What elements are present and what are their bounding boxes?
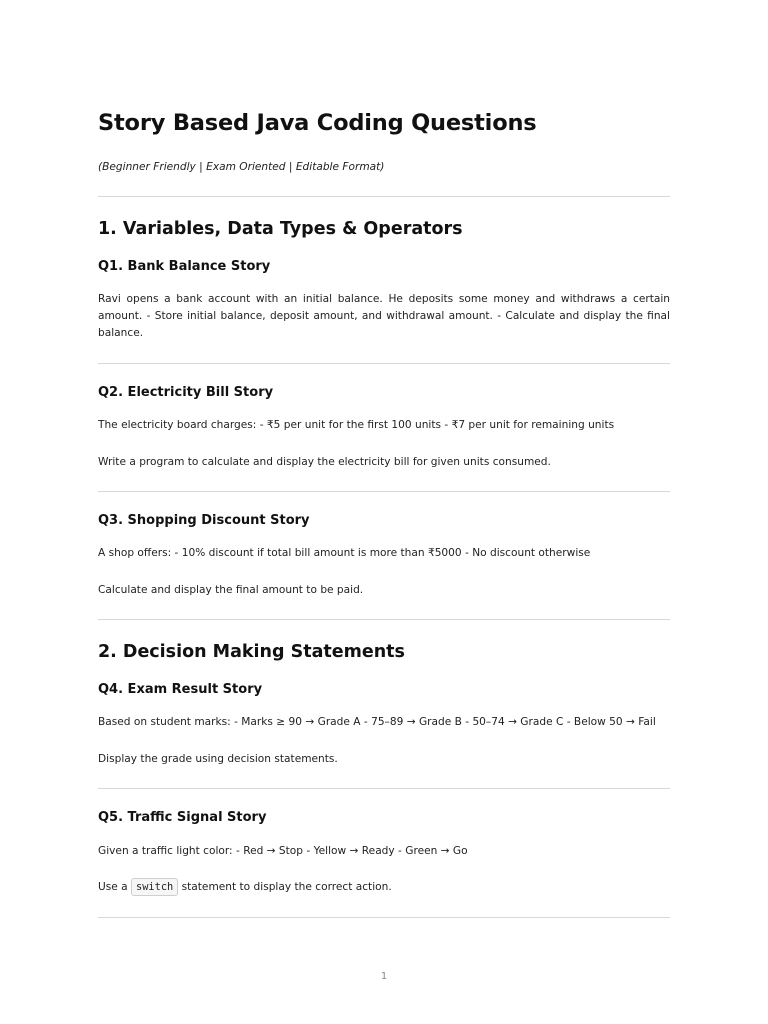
divider — [98, 788, 670, 789]
inline-code: switch — [131, 878, 178, 896]
divider — [98, 619, 670, 620]
body-text: Use a — [98, 881, 128, 893]
question-body: Calculate and display the final amount to be paid. — [98, 584, 364, 596]
question-body: Ravi opens a bank account with an initial balance. He deposits some money and withdraws a certain amount. - Store initial balance, deposit amount, and withdrawal amount. - Calculate and display the final balance. — [98, 293, 670, 339]
question-body: Display the grade using decision statements. — [98, 753, 338, 765]
divider — [98, 363, 670, 364]
document-subtitle: (Beginner Friendly | Exam Oriented | Editable Format) — [98, 161, 385, 173]
question-title: Q5. Traffic Signal Story — [98, 810, 267, 825]
question-body — [98, 879, 670, 896]
divider — [98, 491, 670, 492]
question-body: A shop offers: - 10% discount if total bill amount is more than ₹5000 - No discount otherwise — [98, 547, 591, 559]
divider — [98, 196, 670, 197]
question-body: Based on student marks: - Marks ≥ 90 → Grade A - 75–89 → Grade B - 50–74 → Grade C - Below 50 → Fail — [98, 716, 656, 728]
page-number: 1 — [380, 971, 388, 982]
body-text: statement to display the correct action. — [181, 881, 392, 893]
section-heading: 2. Decision Making Statements — [98, 642, 405, 662]
question-title: Q3. Shopping Discount Story — [98, 513, 310, 528]
document-title: Story Based Java Coding Questions — [98, 110, 537, 136]
divider — [98, 917, 670, 918]
question-body: Given a traffic light color: - Red → Stop - Yellow → Ready - Green → Go — [98, 845, 468, 857]
question-title: Q1. Bank Balance Story — [98, 259, 271, 274]
question-body: The electricity board charges: - ₹5 per unit for the first 100 units - ₹7 per unit for remaining units — [98, 419, 615, 431]
question-title: Q4. Exam Result Story — [98, 682, 263, 697]
question-title: Q2. Electricity Bill Story — [98, 385, 274, 400]
question-body: Write a program to calculate and display the electricity bill for given units consumed. — [98, 456, 551, 468]
section-heading: 1. Variables, Data Types & Operators — [98, 219, 463, 239]
